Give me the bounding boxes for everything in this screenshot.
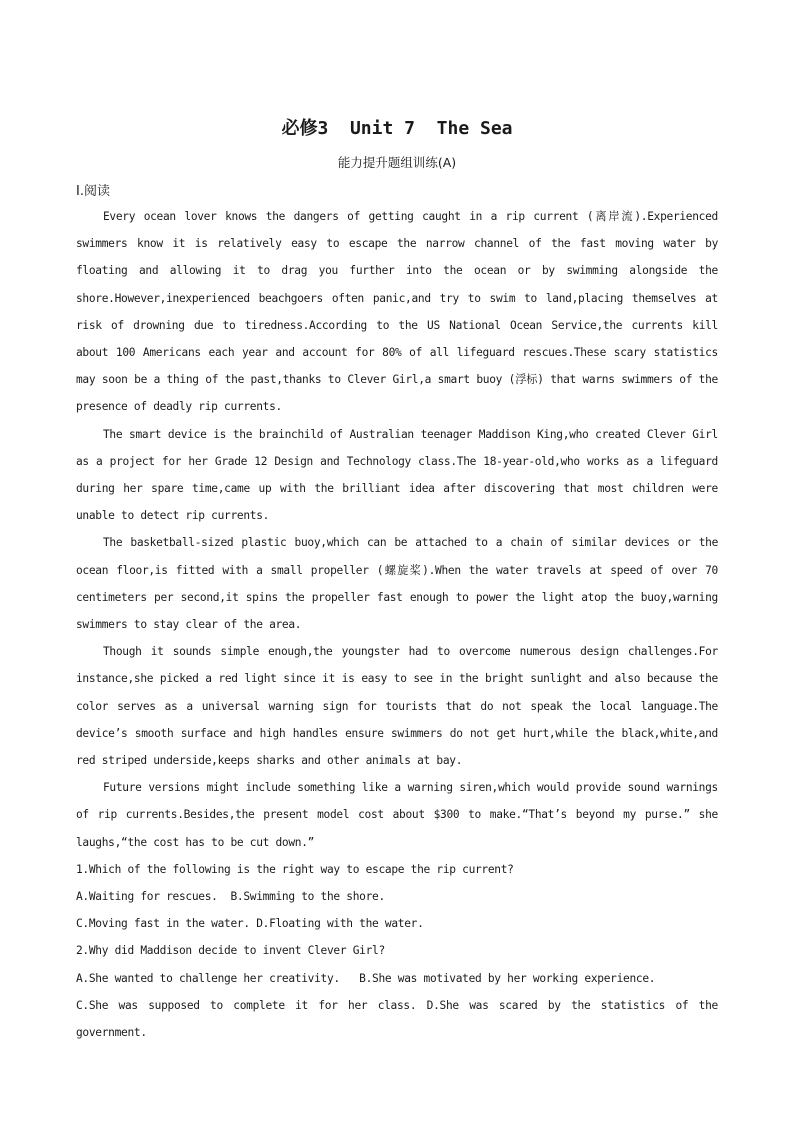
- section-heading: Ⅰ.阅读: [76, 184, 110, 199]
- passage-paragraph: The smart device is the brainchild of Australian teenager Maddison King,who created Clever Girl as a project for her Grade 12 Design and Technology class.The 18-year-old,who works as a lifeguard during her spare time,came up with the brilliant idea after discovering that most children were unable to detect rip currents.: [76, 427, 718, 523]
- document-body: [76, 203, 718, 1046]
- question-options: C.She was supposed to complete it for her class. D.She was scared by the statistics of the government.: [76, 998, 718, 1040]
- question-options: A.She wanted to challenge her creativity. B.She was motivated by her working experience.: [76, 971, 656, 985]
- question-options: C.Moving fast in the water. D.Floating with the water.: [76, 917, 424, 931]
- question-stem: 2.Why did Maddison decide to invent Clever Girl?: [76, 944, 385, 958]
- passage-paragraph: Every ocean lover knows the dangers of getting caught in a rip current (离岸流).Experienced swimmers know it is relatively easy to escape the narrow channel of the fast moving water by floating and allowing it to drag you further into the ocean or by swimming alongside the shore.However,inexperienced beachgoers often panic,and try to swim to land,placing themselves at risk of drowning due to tiredness.According to the US National Ocean Service,the currents kill about 100 Americans each year and account for 80% of all lifeguard rescues.These scary statistics may soon be a thing of the past,thanks to Clever Girl,a smart buoy (浮标) that warns swimmers of the presence of deadly rip currents.: [76, 210, 718, 414]
- page-title: 必修3 Unit 7 The Sea: [281, 118, 513, 139]
- passage-paragraph: Though it sounds simple enough,the youngster had to overcome numerous design challenges.For instance,she picked a red light since it is easy to see in the bright sunlight and also because the color serves as a universal warning sign for tourists that do not speak the local language.The device’s smooth surface and high handles ensure swimmers do not get hurt,while the black,white,and red striped underside,keeps sharks and other animals at bay.: [76, 645, 718, 768]
- passage-paragraph: Future versions might include something like a warning siren,which would provide sound warnings of rip currents.Besides,the present model cost about $300 to make.“That’s beyond my purse.” she laughs,“the cost has to be cut down.”: [76, 781, 718, 849]
- page-subtitle: 能力提升题组训练(A): [337, 155, 457, 170]
- passage-paragraph: The basketball-sized plastic buoy,which can be attached to a chain of similar devices or the ocean floor,is fitted with a small propeller (螺旋桨).When the water travels at speed of over 70 centimeters per second,it spins the propeller fast enough to power the light atop the buoy,warning swimmers to stay clear of the area.: [76, 536, 718, 632]
- question-options: A.Waiting for rescues. B.Swimming to the shore.: [76, 890, 385, 904]
- question-stem: 1.Which of the following is the right way to escape the rip current?: [76, 862, 514, 876]
